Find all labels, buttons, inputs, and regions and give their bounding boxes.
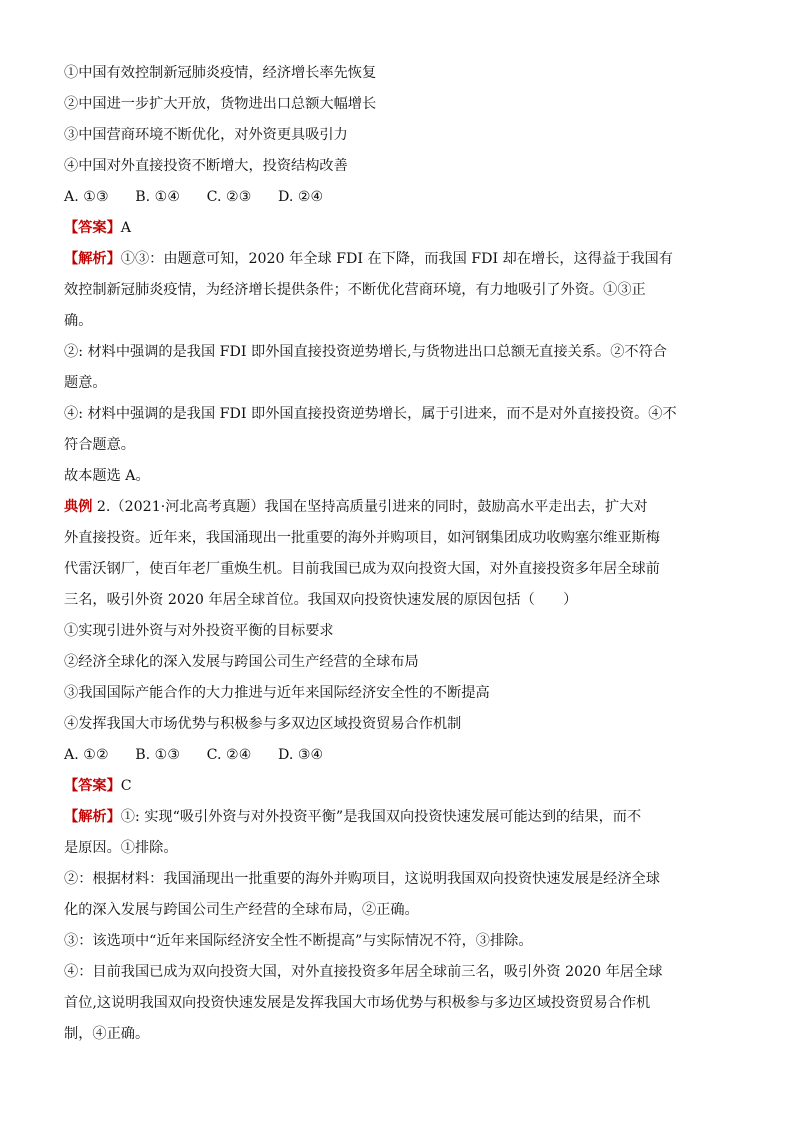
q2-analysis-line-1 xyxy=(64,802,734,833)
q2-statement-2: ②经济全球化的深入发展与跨国公司生产经营的全球布局 xyxy=(64,654,419,670)
q1-answer xyxy=(64,213,734,244)
q1-analysis-line-7: 符合题意。 xyxy=(64,437,135,453)
q2-analysis-line-3: ②：根据材料：我国涌现出一批重要的海外并购项目，这说明我国双向投资快速发展是经济全球 xyxy=(64,871,660,887)
q1-statement-1: ①中国有效控制新冠肺炎疫情，经济增长率先恢复 xyxy=(64,65,377,81)
q2-analysis-text: ①: 实现“吸引外资与对外投资平衡”是我国双向投资快速发展可能达到的结果，而不 xyxy=(120,809,642,825)
q2-choice-c: C. ②④ xyxy=(206,747,252,763)
q2-statement-4: ④发挥我国大市场优势与积极参与多双边区域投资贸易合作机制 xyxy=(64,716,462,732)
q1-analysis-label: 【解析】 xyxy=(64,251,121,267)
q2-stem-line-1 xyxy=(64,492,734,523)
q1-answer-label: 【答案】 xyxy=(64,220,121,236)
q2-answer-value: C xyxy=(120,778,132,794)
q2-analysis-line-8: 制，④正确。 xyxy=(64,1026,150,1042)
q2-analysis-line-2: 是原因。①排除。 xyxy=(64,840,178,856)
q1-analysis-line-1 xyxy=(64,244,734,275)
q2-analysis-line-4: 化的深入发展与跨国公司生产经营的全球布局，②正确。 xyxy=(64,902,419,918)
q2-choice-d: D. ③④ xyxy=(277,747,324,763)
q2-stem-line-2: 外直接投资。近年来，我国涌现出一批重要的海外并购项目，如河钢集团成功收购塞尔维亚斯梅 xyxy=(64,530,660,546)
q1-analysis-line-5: 题意。 xyxy=(64,375,107,391)
q2-statement-1: ①实现引进外资与对外投资平衡的目标要求 xyxy=(64,623,334,639)
q1-choice-b: B. ①④ xyxy=(135,189,181,205)
q2-answer-label: 【答案】 xyxy=(64,778,121,794)
q1-analysis-line-2: 效控制新冠肺炎疫情，为经济增长提供条件；不断优化营商环境，有力地吸引了外资。①③正 xyxy=(64,282,646,298)
q2-stem-text: 2.（2021·河北高考真题）我国在坚持高质量引进来的同时，鼓励高水平走出去，扩大对 xyxy=(92,499,648,515)
q2-answer xyxy=(64,771,734,802)
q1-choice-a: A. ①③ xyxy=(64,189,109,205)
q2-stem-line-3: 代雷沃钢厂，使百年老厂重焕生机。目前我国已成为双向投资大国，对外直接投资多年居全球前 xyxy=(64,561,660,577)
q1-statement-3: ③中国营商环境不断优化，对外资更具吸引力 xyxy=(64,127,348,143)
q2-stem-line-4: 三名，吸引外资 2020 年居全球首位。我国双向投资快速发展的原因包括（ ） xyxy=(64,592,578,608)
q2-analysis-label: 【解析】 xyxy=(64,809,121,825)
q1-analysis-line-3: 确。 xyxy=(64,313,93,329)
q1-analysis-line-6: ④: 材料中强调的是我国 FDI 即外国直接投资逆势增长，属于引进来，而不是对外直接投资。④不 xyxy=(64,406,677,422)
q2-choice-a: A. ①② xyxy=(64,747,109,763)
q2-example-label: 典例 xyxy=(64,499,93,515)
q2-analysis-line-6: ④：目前我国已成为双向投资大国，对外直接投资多年居全球前三名，吸引外资 2020 年居全球 xyxy=(64,964,663,980)
q1-analysis-line-4: ②: 材料中强调的是我国 FDI 即外国直接投资逆势增长,与货物进出口总额无直接关系。②不符合 xyxy=(64,344,667,360)
q2-analysis-line-5: ③：该选项中“近年来国际经济安全性不断提高”与实际情况不符，③排除。 xyxy=(64,933,533,949)
q1-answer-value: A xyxy=(120,220,132,236)
q2-statement-3: ③我国国际产能合作的大力推进与近年来国际经济安全性的不断提高 xyxy=(64,685,490,701)
q1-statement-2: ②中国进一步扩大开放，货物进出口总额大幅增长 xyxy=(64,96,377,112)
q1-analysis-line-8: 故本题选 A。 xyxy=(64,468,150,484)
q2-choice-b: B. ①③ xyxy=(135,747,181,763)
q1-choices xyxy=(64,182,734,213)
q2-choices xyxy=(64,740,734,771)
q2-analysis-line-7: 首位,这说明我国双向投资快速发展是发挥我国大市场优势与积极参与多边区域投资贸易合作机 xyxy=(64,995,651,1011)
q1-analysis-text: ①③：由题意可知，2020 年全球 FDI 在下降，而我国 FDI 却在增长，这得益于我国有 xyxy=(120,251,673,267)
q1-choice-d: D. ②④ xyxy=(277,189,324,205)
q1-statement-4: ④中国对外直接投资不断增大，投资结构改善 xyxy=(64,158,348,174)
q1-choice-c: C. ②③ xyxy=(206,189,252,205)
